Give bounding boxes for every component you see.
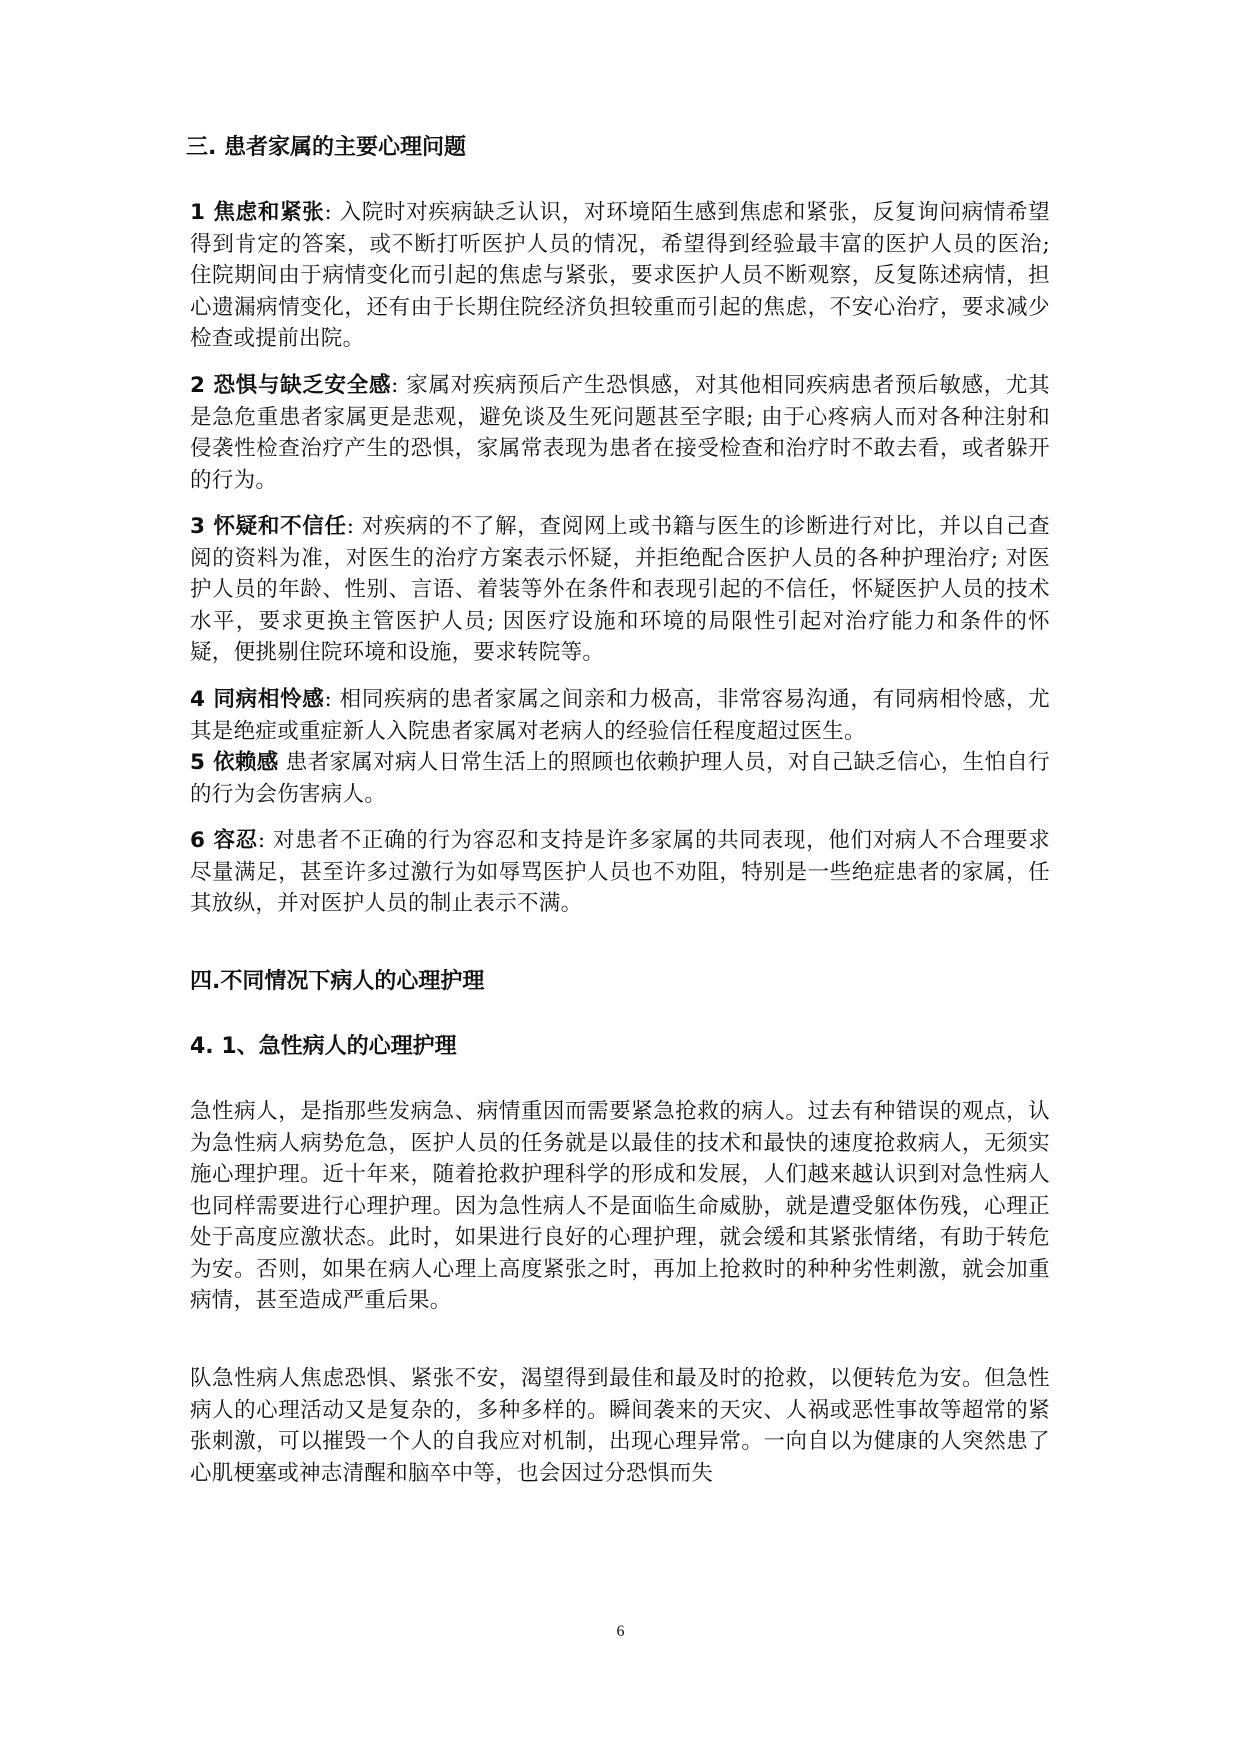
item-6-text: : 对患者不正确的行为容忍和支持是许多家属的共同表现，他们对病人不合理要求尽量满足，甚至许多过激行为如辱骂医护人员也不劝阻，特别是一些绝症患者的家属，任其放纵，并对医护人员的制止表示不满。	[190, 828, 1050, 916]
section-4-1-paragraph-1: 急性病人，是指那些发病急、病情重因而需要紧急抢救的病人。过去有种错误的观点，认为急性病人病势危急，医护人员的任务就是以最佳的技术和最快的速度抢救病人，无须实施心理护理。近十年来，随着抢救护理科学的形成和发展，人们越来越认识到对急性病人也同样需要进行心理护理。因为急性病人不是面临生命威胁，就是遭受躯体伤残，心理正处于高度应激状态。此时，如果进行良好的心理护理，就会缓和其紧张情绪，有助于转危为安。否则，如果在病人心理上高度紧张之时，再加上抢救时的种种劣性刺激，就会加重病情，甚至造成严重后果。	[190, 1099, 1050, 1313]
item-3-text: : 对疾病的不了解，查阅网上或书籍与医生的诊断进行对比，并以自己查阅的资料为准，对医生的治疗方案表示怀疑，并拒绝配合医护人员的各种护理治疗; 对医护人员的年龄、性别、言语、着装等外在条件和表现引起的不信任，怀疑医护人员的技术水平，要求更换主管医护人员; 因医疗设施和环境的局限性引起对治疗能力和条件的怀疑，便挑剔住院环境和设施，要求转院等。	[190, 514, 1050, 665]
item-4-text: : 相同疾病的患者家属之间亲和力极高，非常容易沟通，有同病相怜感，尤其是绝症或重症新人入院患者家属对老病人的经验信任程度超过医生。	[190, 687, 1051, 744]
section-3-title: 三. 患者家属的主要心理问题	[186, 135, 467, 160]
page-number: 6	[616, 1623, 625, 1640]
section-3-item-1	[190, 197, 1050, 355]
item-3-lead: 3 怀疑和不信任	[190, 514, 347, 539]
section-4-1-paragraph-2: 队急性病人焦虑恐惧、紧张不安，渴望得到最佳和最及时的抢救，以便转危为安。但急性病人的心理活动又是复杂的，多种多样的。瞬间袭来的天灾、人祸或恶性事故等超常的紧张刺激，可以摧毁一个人的自我应对机制，出现心理异常。一向自以为健康的人突然患了心肌梗塞或神志清醒和脑卒中等，也会因过分恐惧而失	[190, 1366, 1050, 1486]
section-3-item-5	[190, 747, 1050, 810]
section-4-title: 四.不同情况下病人的心理护理	[190, 969, 485, 994]
section-3-item-3	[190, 511, 1050, 669]
item-6-lead: 6 容忍	[190, 828, 258, 853]
section-3-item-4	[190, 684, 1050, 747]
item-2-text: : 家属对疾病预后产生恐惧感，对其他相同疾病患者预后敏感，尤其是急危重患者家属更是悲观，避免谈及生死问题甚至字眼; 由于心疼病人而对各种注射和侵袭性检查治疗产生的恐惧，家属常表现为患者在接受检查和治疗时不敢去看，或者躲开的行为。	[190, 373, 1050, 493]
subsection-4-1-title: 4. 1、急性病人的心理护理	[190, 1034, 457, 1059]
item-2-lead: 2 恐惧与缺乏安全感	[190, 373, 392, 398]
section-3-item-2	[190, 370, 1050, 496]
item-1-text: : 入院时对疾病缺乏认识，对环境陌生感到焦虑和紧张，反复询问病情希望得到肯定的答案，或不断打听医护人员的情况，希望得到经验最丰富的医护人员的医治; 住院期间由于病情变化而引起的焦虑与紧张，要求医护人员不断观察，反复陈述病情，担心遗漏病情变化，还有由于长期住院经济负担较重而引起的焦虑，不安心治疗，要求减少检查或提前出院。	[190, 200, 1051, 351]
item-5-lead: 5 依赖感	[190, 750, 279, 775]
section-3-item-6	[190, 825, 1050, 920]
item-1-lead: 1 焦虑和紧张	[190, 200, 325, 225]
item-5-text: 患者家属对病人日常生活上的照顾也依赖护理人员，对自己缺乏信心，生怕自行的行为会伤害病人。	[190, 750, 1050, 807]
item-4-lead: 4 同病相怜感	[190, 687, 325, 712]
